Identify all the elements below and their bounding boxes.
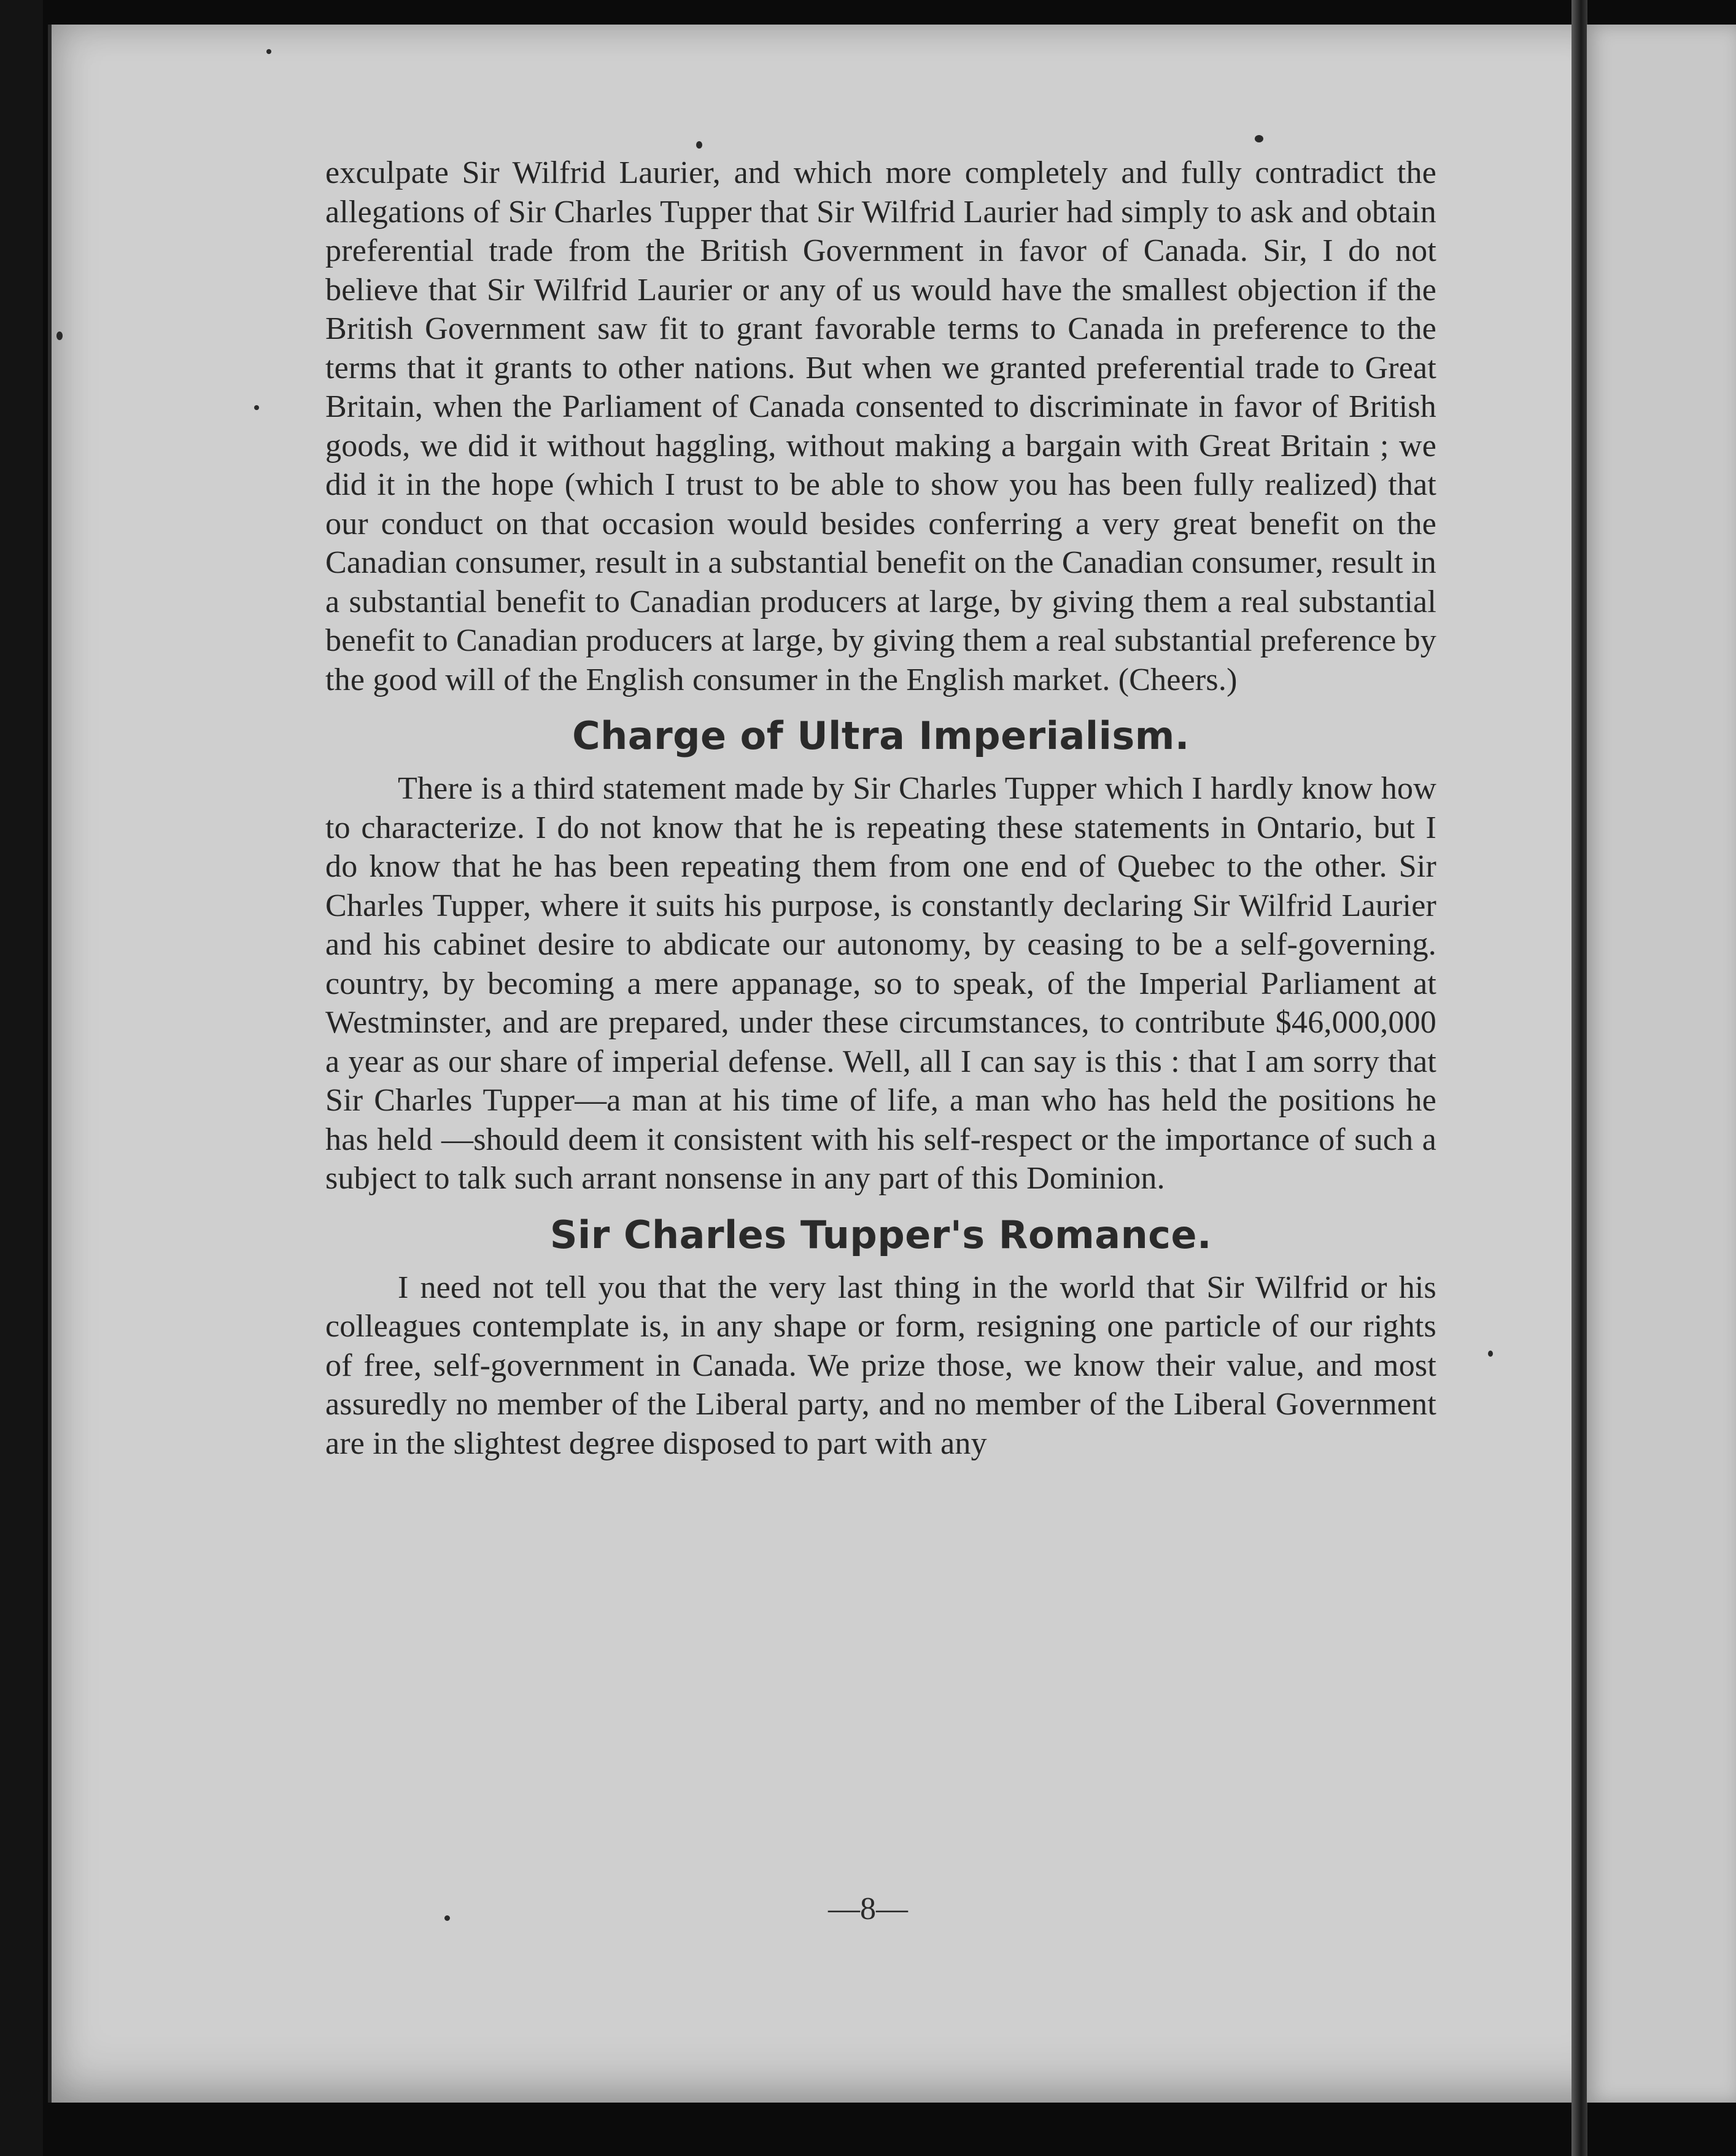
page-number: —8— (828, 1891, 908, 1926)
body-paragraph: exculpate Sir Wilfrid Laurier, and which more completely and fully contradict the allegations of Sir Charles Tupper that Sir Wilfrid Laurier had simply to ask and obtain preferential trade from the British Government in favor of Canada. Sir, I do not believe that Sir Wilfrid Laurier or any of us would have the smallest objection if the British Government saw fit to grant favorable terms to Canada in preference to the terms that it grants to other nations. But when we granted preferential trade to Great Britain, when the Parliament of Canada consented to discriminate in favor of British goods, we did it without haggling, without making a bargain with Great Britain ; we did it in the hope (which I trust to be able to show you has been fully realized) that our conduct on that occasion would besides conferring a very great benefit on the Canadian consumer, result in a substantial benefit on the Canadian consumer, result in a substantial benefit to Canadian producers at large, by giving them a real substantial benefit to Canadian producers at large, by giving them a real substantial preference by the good will of the English consumer in the English market. (Cheers.) (325, 155, 1436, 697)
ink-speck (1255, 135, 1263, 142)
ink-speck (56, 332, 63, 340)
ink-speck (696, 141, 702, 149)
scan-border-left (0, 0, 43, 2156)
body-paragraph: I need not tell you that the very last thing in the world that Sir Wilfrid or his colleagues contemplate is, in any shape or form, resigning one particle of our rights of free, self-government in Canada. We prize those, we know their value, and most assuredly no member of the Liberal party, and no member of the Liberal Government are in the slightest degree disposed to part with any (325, 1270, 1436, 1461)
ink-speck (1488, 1351, 1493, 1357)
adjacent-page-edge (1587, 25, 1736, 2103)
section-heading: Charge of Ultra Imperialism. (572, 713, 1190, 758)
ink-speck (254, 405, 259, 410)
body-paragraph: There is a third statement made by Sir Charles Tupper which I hardly know how to characterize. I do not know that he is repeating these statements in Ontario, but I do know that he has been repeating them from one end of Quebec to the other. Sir Charles Tupper, where it suits his purpose, is constantly declaring Sir Wilfrid Laurier and his cabinet desire to abdicate our autonomy, by ceasing to be a self-governing. country, by becoming a mere appanage, so to speak, of the Imperial Parliament at Westminster, and are prepared, under these circumstances, to contribute $46,000,000 a year as our share of imperial defense. Well, all I can say is this : that I am sorry that Sir Charles Tupper—a man at his time of life, a man who has held the positions he has held —should deem it consistent with his self-respect or the importance of such a subject to talk such arrant nonsense in any part of this Dominion. (325, 771, 1436, 1196)
page-text (325, 153, 1436, 1463)
section-heading: Sir Charles Tupper's Romance. (549, 1212, 1212, 1257)
ink-speck (266, 49, 271, 54)
book-gutter (1571, 0, 1587, 2156)
